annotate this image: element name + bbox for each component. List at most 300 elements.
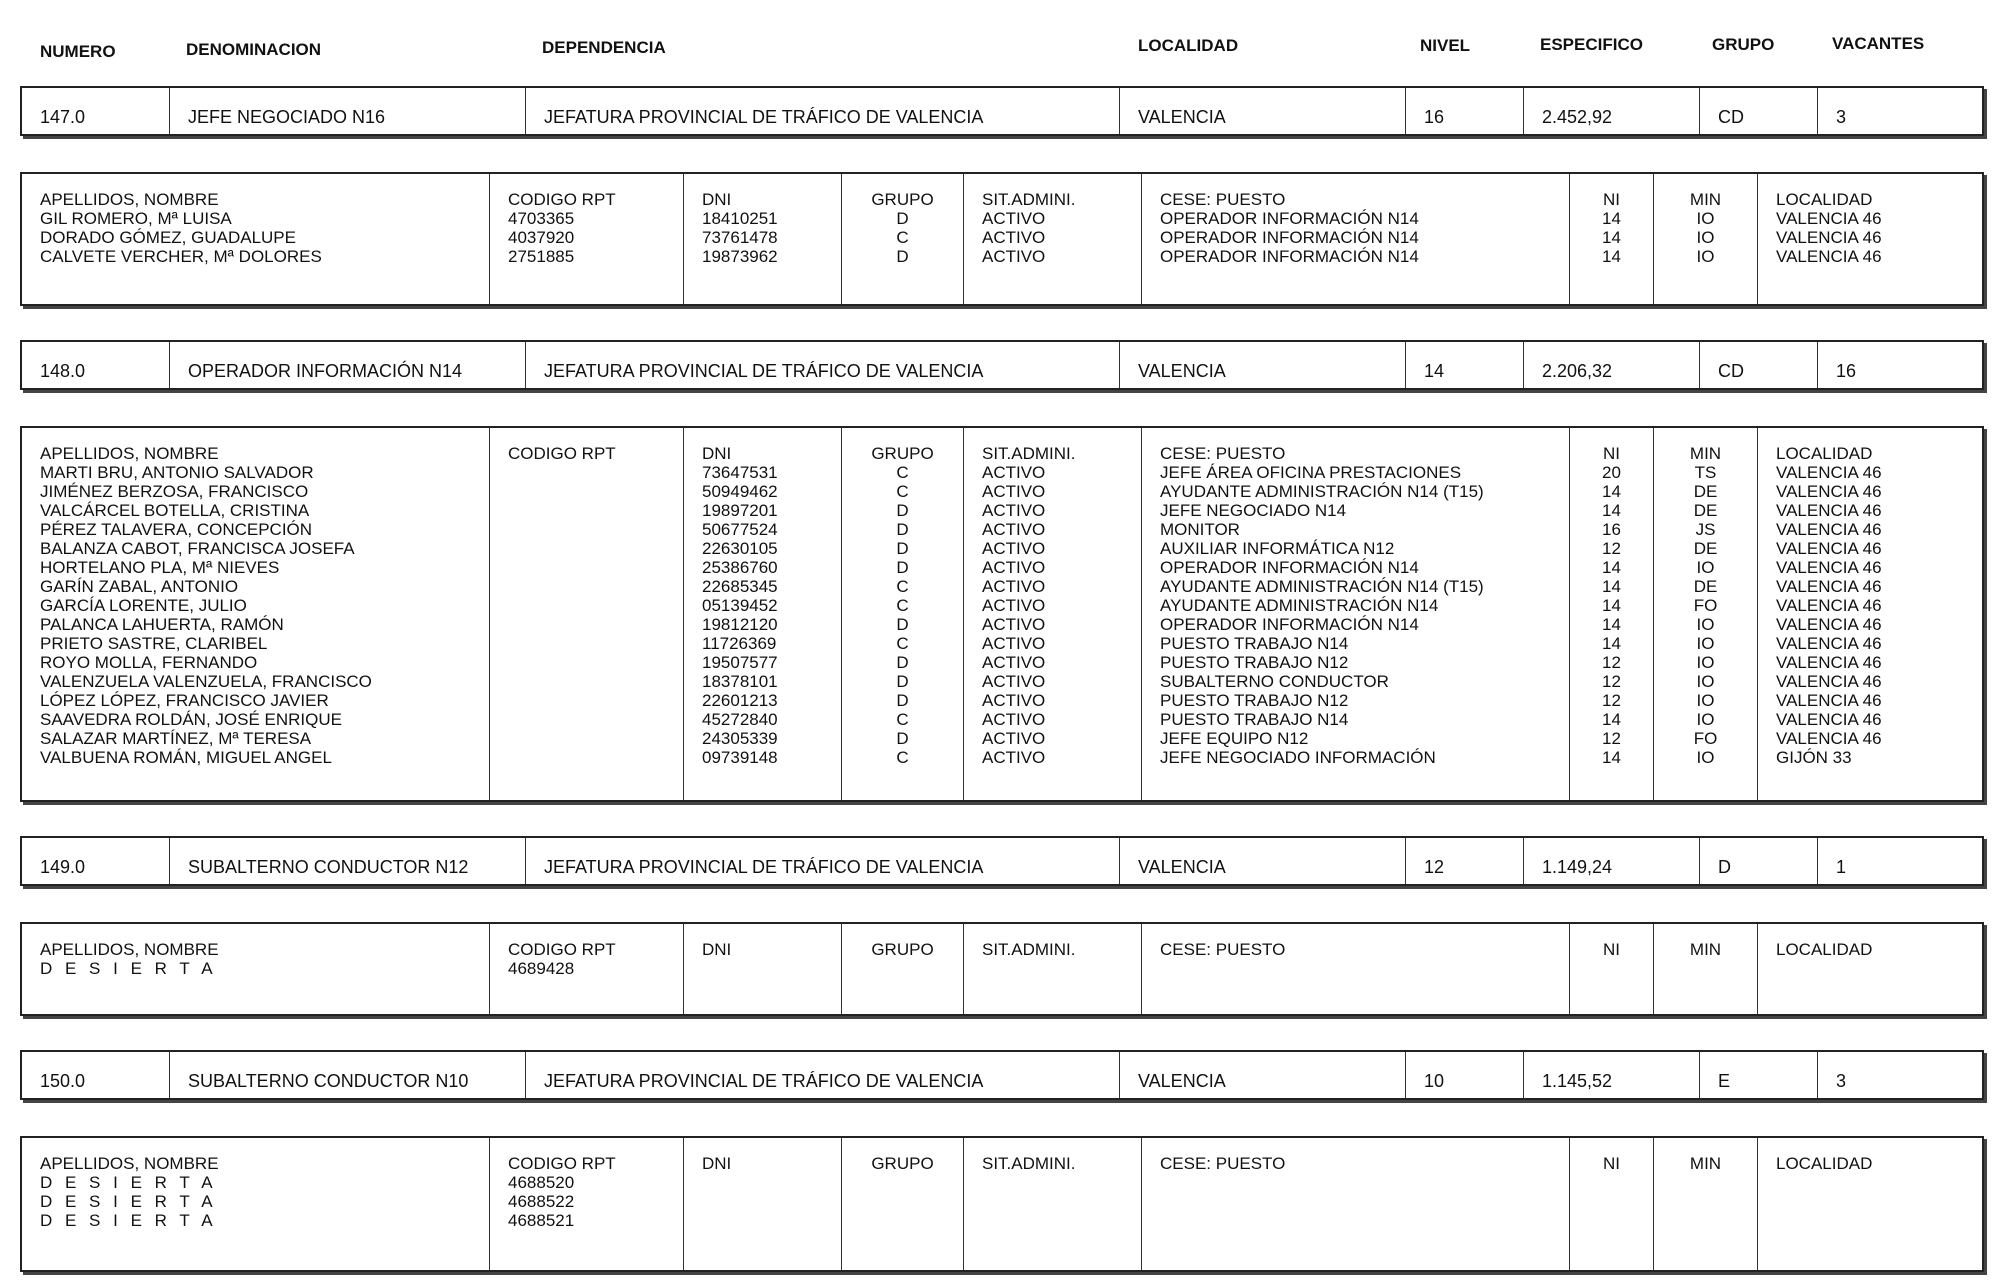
candidate-sit: ACTIVO (982, 482, 1046, 501)
candidate-dni: 22601213 (702, 691, 778, 710)
candidate-sit (982, 1173, 1135, 1192)
candidate-min: FO (1693, 596, 1718, 615)
candidates-table (20, 426, 1984, 802)
candidate-codigo (508, 615, 677, 634)
candidate-codigo (508, 558, 677, 577)
candidate-sit: ACTIVO (982, 577, 1046, 596)
candidates-header-dni: DNI (702, 444, 732, 463)
position-grupo: CD (1700, 88, 1818, 134)
position-grupo: D (1700, 838, 1818, 884)
candidates-column-cese (1142, 174, 1570, 304)
candidates-column-grupo (842, 428, 964, 800)
candidate-codigo: 4689428 (508, 959, 575, 978)
position-especifico: 1.149,24 (1524, 838, 1700, 884)
candidate-dni: 50949462 (702, 482, 778, 501)
candidate-nombre: PALANCA LAHUERTA, RAMÓN (40, 615, 284, 634)
candidate-min: DE (1693, 501, 1718, 520)
candidate-localidad: VALENCIA 46 (1776, 539, 1882, 558)
candidate-ni: 14 (1602, 209, 1621, 228)
candidate-localidad: VALENCIA 46 (1776, 672, 1882, 691)
candidate-ni: 14 (1602, 634, 1621, 653)
candidate-ni: 14 (1602, 501, 1621, 520)
candidate-codigo (508, 691, 677, 710)
candidate-sit (982, 1211, 1135, 1230)
candidate-dni: 19507577 (702, 653, 778, 672)
candidate-grupo: D (896, 520, 909, 539)
position-especifico: 2.452,92 (1524, 88, 1700, 134)
candidate-ni: 14 (1602, 482, 1621, 501)
candidates-header-sit: SIT.ADMINI. (982, 444, 1076, 463)
candidates-header-dni: DNI (702, 940, 732, 959)
candidate-grupo: C (896, 463, 909, 482)
candidate-min (1660, 959, 1751, 978)
header-grupo: GRUPO (1712, 35, 1775, 54)
candidates-column-min (1654, 428, 1758, 800)
candidate-grupo: D (896, 653, 909, 672)
candidate-localidad (1776, 959, 1976, 978)
candidates-header-cese: CESE: PUESTO (1160, 940, 1286, 959)
candidate-cese (1160, 1211, 1563, 1230)
candidate-codigo (508, 748, 677, 767)
candidates-column-codigo (490, 924, 684, 1014)
candidate-grupo: D (896, 558, 909, 577)
candidate-nombre: GARÍN ZABAL, ANTONIO (40, 577, 239, 596)
candidate-ni: 16 (1602, 520, 1621, 539)
candidate-sit: ACTIVO (982, 634, 1046, 653)
candidate-cese: JEFE NEGOCIADO INFORMACIÓN (1160, 748, 1436, 767)
candidate-localidad: VALENCIA 46 (1776, 691, 1882, 710)
candidate-dni: 05139452 (702, 596, 778, 615)
candidate-min (1660, 1173, 1751, 1192)
candidate-grupo: C (896, 748, 909, 767)
candidate-cese (1160, 959, 1563, 978)
candidate-min: IO (1696, 748, 1715, 767)
candidate-codigo: 4037920 (508, 228, 575, 247)
position-denominacion: SUBALTERNO CONDUCTOR N12 (170, 838, 526, 884)
candidate-min (1660, 1192, 1751, 1211)
candidates-header-localidad: LOCALIDAD (1776, 190, 1873, 209)
candidates-column-min (1654, 924, 1758, 1014)
candidates-header-localidad: LOCALIDAD (1776, 940, 1873, 959)
position-numero: 148.0 (22, 342, 170, 388)
candidate-localidad (1776, 1211, 1976, 1230)
candidates-header-sit: SIT.ADMINI. (982, 940, 1076, 959)
candidate-codigo (508, 539, 677, 558)
candidate-nombre: HORTELANO PLA, Mª NIEVES (40, 558, 280, 577)
candidate-localidad: GIJÓN 33 (1776, 748, 1852, 767)
candidate-nombre: VALCÁRCEL BOTELLA, CRISTINA (40, 501, 310, 520)
position-denominacion: OPERADOR INFORMACIÓN N14 (170, 342, 526, 388)
position-nivel: 12 (1406, 838, 1524, 884)
candidate-codigo (508, 463, 677, 482)
candidates-header-sit: SIT.ADMINI. (982, 1154, 1076, 1173)
position-nivel: 16 (1406, 88, 1524, 134)
candidate-dni (702, 1173, 835, 1192)
header-numero: NUMERO (40, 42, 116, 61)
position-dependencia: JEFATURA PROVINCIAL DE TRÁFICO DE VALENCIA (526, 88, 1120, 134)
position-denominacion: JEFE NEGOCIADO N16 (170, 88, 526, 134)
candidates-column-sit (964, 924, 1142, 1014)
candidates-column-dni (684, 1138, 842, 1270)
candidate-localidad (1776, 1173, 1976, 1192)
candidate-sit: ACTIVO (982, 228, 1046, 247)
candidate-ni (1576, 1192, 1647, 1211)
candidate-sit: ACTIVO (982, 729, 1046, 748)
candidate-cese: OPERADOR INFORMACIÓN N14 (1160, 558, 1419, 577)
candidate-min: FO (1693, 729, 1718, 748)
position-dependencia: JEFATURA PROVINCIAL DE TRÁFICO DE VALENCIA (526, 1052, 1120, 1098)
candidate-cese: JEFE NEGOCIADO N14 (1160, 501, 1347, 520)
candidate-localidad: VALENCIA 46 (1776, 228, 1882, 247)
candidate-min: JS (1695, 520, 1716, 539)
candidate-nombre: ROYO MOLLA, FERNANDO (40, 653, 258, 672)
position-row (20, 1050, 1984, 1100)
candidate-sit: ACTIVO (982, 558, 1046, 577)
candidate-ni: 14 (1602, 710, 1621, 729)
candidate-dni (702, 1192, 835, 1211)
candidate-sit: ACTIVO (982, 539, 1046, 558)
candidate-nombre: PRIETO SASTRE, CLARIBEL (40, 634, 268, 653)
candidate-localidad (1776, 1192, 1976, 1211)
candidates-header-grupo: GRUPO (871, 1154, 934, 1173)
position-grupo: E (1700, 1052, 1818, 1098)
position-numero: 147.0 (22, 88, 170, 134)
candidate-localidad: VALENCIA 46 (1776, 209, 1882, 228)
candidate-cese: AYUDANTE ADMINISTRACIÓN N14 (1160, 596, 1439, 615)
candidate-grupo (848, 1211, 957, 1230)
candidates-header-apellidos: APELLIDOS, NOMBRE (40, 940, 219, 959)
candidate-cese: JEFE ÁREA OFICINA PRESTACIONES (1160, 463, 1462, 482)
candidate-sit: ACTIVO (982, 615, 1046, 634)
candidate-dni: 22685345 (702, 577, 778, 596)
candidate-grupo: C (896, 228, 909, 247)
candidate-cese: JEFE EQUIPO N12 (1160, 729, 1309, 748)
candidates-column-cese (1142, 428, 1570, 800)
candidate-codigo (508, 672, 677, 691)
candidate-codigo: 2751885 (508, 247, 575, 266)
candidate-cese: PUESTO TRABAJO N12 (1160, 653, 1349, 672)
candidate-grupo: D (896, 247, 909, 266)
candidate-dni: 73647531 (702, 463, 778, 482)
position-localidad: VALENCIA (1120, 838, 1406, 884)
candidate-dni: 24305339 (702, 729, 778, 748)
candidate-localidad: VALENCIA 46 (1776, 520, 1882, 539)
candidate-sit: ACTIVO (982, 691, 1046, 710)
candidates-header-dni: DNI (702, 1154, 732, 1173)
candidate-codigo (508, 596, 677, 615)
candidates-table (20, 922, 1984, 1016)
candidate-ni: 12 (1602, 729, 1621, 748)
candidate-cese: OPERADOR INFORMACIÓN N14 (1160, 615, 1419, 634)
position-dependencia: JEFATURA PROVINCIAL DE TRÁFICO DE VALENCIA (526, 838, 1120, 884)
candidate-grupo: D (896, 501, 909, 520)
header-especifico: ESPECIFICO (1540, 35, 1643, 54)
candidates-column-dni (684, 174, 842, 304)
candidates-header-grupo: GRUPO (871, 190, 934, 209)
position-row (20, 340, 1984, 390)
candidate-ni: 12 (1602, 539, 1621, 558)
header-dependencia: DEPENDENCIA (542, 38, 666, 57)
candidates-column-nombre (22, 428, 490, 800)
candidates-header-sit: SIT.ADMINI. (982, 190, 1076, 209)
candidate-codigo (508, 653, 677, 672)
position-vacantes: 1 (1836, 857, 1847, 877)
candidate-cese: OPERADOR INFORMACIÓN N14 (1160, 247, 1419, 266)
candidates-column-sit (964, 174, 1142, 304)
candidate-grupo (848, 959, 957, 978)
candidate-ni: 14 (1602, 596, 1621, 615)
candidates-header-ni: NI (1603, 190, 1620, 209)
candidate-min: IO (1696, 710, 1715, 729)
candidate-sit: ACTIVO (982, 209, 1046, 228)
candidate-min: TS (1694, 463, 1717, 482)
candidate-sit: ACTIVO (982, 247, 1046, 266)
candidate-grupo: D (896, 691, 909, 710)
candidate-grupo: C (896, 596, 909, 615)
position-dependencia: JEFATURA PROVINCIAL DE TRÁFICO DE VALENCIA (526, 342, 1120, 388)
candidate-cese: OPERADOR INFORMACIÓN N14 (1160, 209, 1419, 228)
candidate-sit: ACTIVO (982, 596, 1046, 615)
candidate-localidad: VALENCIA 46 (1776, 482, 1882, 501)
candidates-column-cese (1142, 924, 1570, 1014)
candidate-min: IO (1696, 634, 1715, 653)
candidate-localidad: VALENCIA 46 (1776, 558, 1882, 577)
position-especifico: 1.145,52 (1524, 1052, 1700, 1098)
candidates-header-ni: NI (1603, 1154, 1620, 1173)
candidate-ni: 14 (1602, 615, 1621, 634)
candidate-localidad: VALENCIA 46 (1776, 634, 1882, 653)
candidates-column-localidad (1758, 924, 1982, 1014)
candidate-min: IO (1696, 209, 1715, 228)
candidate-ni (1576, 1211, 1647, 1230)
candidate-cese (1160, 1192, 1563, 1211)
candidate-min: IO (1696, 653, 1715, 672)
candidate-localidad: VALENCIA 46 (1776, 501, 1882, 520)
candidate-cese: AUXILIAR INFORMÁTICA N12 (1160, 539, 1395, 558)
candidate-nombre: MARTI BRU, ANTONIO SALVADOR (40, 463, 314, 482)
header-denominacion: DENOMINACION (186, 40, 322, 59)
candidate-min: IO (1696, 247, 1715, 266)
candidates-column-ni (1570, 428, 1654, 800)
candidates-column-localidad (1758, 428, 1982, 800)
candidate-nombre: BALANZA CABOT, FRANCISCA JOSEFA (40, 539, 355, 558)
candidate-localidad: VALENCIA 46 (1776, 247, 1882, 266)
candidates-header-min: MIN (1689, 190, 1722, 209)
candidate-ni: 20 (1602, 463, 1621, 482)
candidate-min: DE (1693, 482, 1718, 501)
header-vacantes: VACANTES (1832, 34, 1925, 53)
candidate-nombre: D E S I E R T A (40, 1192, 217, 1211)
candidate-ni (1576, 959, 1647, 978)
candidate-cese: AYUDANTE ADMINISTRACIÓN N14 (T15) (1160, 577, 1484, 596)
position-localidad: VALENCIA (1120, 1052, 1406, 1098)
candidates-column-codigo (490, 428, 684, 800)
position-vacantes: 3 (1836, 1071, 1847, 1091)
candidates-column-grupo (842, 174, 964, 304)
candidates-column-localidad (1758, 174, 1982, 304)
candidates-header-min: MIN (1689, 1154, 1722, 1173)
candidates-header-codigo: CODIGO RPT (508, 1154, 616, 1173)
candidate-sit: ACTIVO (982, 501, 1046, 520)
candidate-nombre: D E S I E R T A (40, 1211, 217, 1230)
candidates-column-min (1654, 174, 1758, 304)
candidates-table (20, 1136, 1984, 1272)
candidate-grupo: D (896, 539, 909, 558)
candidates-header-ni: NI (1603, 940, 1620, 959)
candidate-ni: 14 (1602, 247, 1621, 266)
candidate-nombre: PÉREZ TALAVERA, CONCEPCIÓN (40, 520, 313, 539)
candidates-header-localidad: LOCALIDAD (1776, 1154, 1873, 1173)
candidate-cese: PUESTO TRABAJO N14 (1160, 710, 1349, 729)
candidate-cese: SUBALTERNO CONDUCTOR (1160, 672, 1389, 691)
position-numero: 149.0 (22, 838, 170, 884)
position-numero: 150.0 (22, 1052, 170, 1098)
candidate-min: IO (1696, 615, 1715, 634)
candidate-dni (702, 959, 835, 978)
candidate-min: IO (1696, 672, 1715, 691)
candidate-localidad: VALENCIA 46 (1776, 463, 1882, 482)
candidate-ni: 14 (1602, 748, 1621, 767)
candidate-sit: ACTIVO (982, 672, 1046, 691)
candidates-header-min: MIN (1689, 444, 1722, 463)
candidate-grupo: C (896, 482, 909, 501)
candidates-column-nombre (22, 174, 490, 304)
candidates-column-codigo (490, 174, 684, 304)
candidates-table (20, 172, 1984, 306)
candidate-sit (982, 959, 1135, 978)
candidates-column-grupo (842, 1138, 964, 1270)
candidate-nombre: VALENZUELA VALENZUELA, FRANCISCO (40, 672, 372, 691)
candidate-nombre: LÓPEZ LÓPEZ, FRANCISCO JAVIER (40, 691, 329, 710)
candidate-cese: MONITOR (1160, 520, 1240, 539)
candidate-dni: 19897201 (702, 501, 778, 520)
position-vacantes: 16 (1836, 361, 1857, 381)
candidate-dni: 22630105 (702, 539, 778, 558)
candidates-column-sit (964, 428, 1142, 800)
candidate-grupo: C (896, 710, 909, 729)
candidate-sit: ACTIVO (982, 748, 1046, 767)
candidate-ni (1576, 1173, 1647, 1192)
candidate-nombre: GARCÍA LORENTE, JULIO (40, 596, 247, 615)
candidate-dni: 18378101 (702, 672, 778, 691)
candidate-localidad: VALENCIA 46 (1776, 710, 1882, 729)
candidate-grupo: D (896, 729, 909, 748)
candidate-codigo (508, 520, 677, 539)
candidates-header-cese: CESE: PUESTO (1160, 444, 1286, 463)
candidates-header-cese: CESE: PUESTO (1160, 190, 1286, 209)
candidate-min: IO (1696, 228, 1715, 247)
candidate-nombre: D E S I E R T A (40, 1173, 217, 1192)
candidates-column-nombre (22, 1138, 490, 1270)
candidate-grupo: D (896, 209, 909, 228)
candidate-dni: 09739148 (702, 748, 778, 767)
candidate-cese: PUESTO TRABAJO N12 (1160, 691, 1349, 710)
candidate-cese: OPERADOR INFORMACIÓN N14 (1160, 228, 1419, 247)
candidates-header-min: MIN (1689, 940, 1722, 959)
position-denominacion: SUBALTERNO CONDUCTOR N10 (170, 1052, 526, 1098)
candidate-nombre: SALAZAR MARTÍNEZ, Mª TERESA (40, 729, 312, 748)
position-localidad: VALENCIA (1120, 88, 1406, 134)
candidates-header-grupo: GRUPO (871, 940, 934, 959)
candidate-grupo (848, 1192, 957, 1211)
candidates-header-apellidos: APELLIDOS, NOMBRE (40, 444, 219, 463)
position-nivel: 10 (1406, 1052, 1524, 1098)
candidate-sit (982, 1192, 1135, 1211)
candidate-dni: 25386760 (702, 558, 778, 577)
candidate-dni: 19873962 (702, 247, 778, 266)
candidate-ni: 14 (1602, 558, 1621, 577)
candidates-column-nombre (22, 924, 490, 1014)
candidate-dni: 45272840 (702, 710, 778, 729)
candidate-codigo (508, 482, 677, 501)
candidate-ni: 14 (1602, 577, 1621, 596)
candidate-nombre: GIL ROMERO, Mª LUISA (40, 209, 232, 228)
candidates-column-cese (1142, 1138, 1570, 1270)
candidates-column-codigo (490, 1138, 684, 1270)
candidate-localidad: VALENCIA 46 (1776, 729, 1882, 748)
candidates-header-dni: DNI (702, 190, 732, 209)
candidate-cese: PUESTO TRABAJO N14 (1160, 634, 1349, 653)
candidate-dni: 18410251 (702, 209, 778, 228)
candidate-ni: 14 (1602, 228, 1621, 247)
candidate-cese (1160, 1173, 1563, 1192)
candidates-header-codigo: CODIGO RPT (508, 190, 616, 209)
candidates-column-dni (684, 428, 842, 800)
candidate-localidad: VALENCIA 46 (1776, 596, 1882, 615)
candidate-nombre: JIMÉNEZ BERZOSA, FRANCISCO (40, 482, 309, 501)
candidate-codigo (508, 501, 677, 520)
candidate-cese: AYUDANTE ADMINISTRACIÓN N14 (T15) (1160, 482, 1484, 501)
candidates-column-ni (1570, 1138, 1654, 1270)
candidate-dni: 50677524 (702, 520, 778, 539)
position-row (20, 836, 1984, 886)
candidate-grupo (848, 1173, 957, 1192)
candidate-min: DE (1693, 577, 1718, 596)
candidate-nombre: CALVETE VERCHER, Mª DOLORES (40, 247, 322, 266)
position-localidad: VALENCIA (1120, 342, 1406, 388)
candidate-grupo: C (896, 634, 909, 653)
header-nivel: NIVEL (1420, 36, 1471, 55)
candidate-nombre: VALBUENA ROMÁN, MIGUEL ANGEL (40, 748, 332, 767)
candidate-dni (702, 1211, 835, 1230)
candidates-column-grupo (842, 924, 964, 1014)
candidates-header-cese: CESE: PUESTO (1160, 1154, 1286, 1173)
candidate-min (1660, 1211, 1751, 1230)
candidate-sit: ACTIVO (982, 653, 1046, 672)
candidate-localidad: VALENCIA 46 (1776, 577, 1882, 596)
candidate-grupo: C (896, 577, 909, 596)
candidates-column-min (1654, 1138, 1758, 1270)
candidates-column-ni (1570, 174, 1654, 304)
candidate-dni: 73761478 (702, 228, 778, 247)
candidate-localidad: VALENCIA 46 (1776, 653, 1882, 672)
position-especifico: 2.206,32 (1524, 342, 1700, 388)
candidate-dni: 11726369 (702, 634, 777, 653)
candidate-min: IO (1696, 558, 1715, 577)
position-nivel: 14 (1406, 342, 1524, 388)
candidates-header-grupo: GRUPO (871, 444, 934, 463)
candidate-codigo (508, 577, 677, 596)
candidate-sit: ACTIVO (982, 463, 1046, 482)
candidates-header-localidad: LOCALIDAD (1776, 444, 1873, 463)
candidate-nombre: D E S I E R T A (40, 959, 217, 978)
candidates-header-apellidos: APELLIDOS, NOMBRE (40, 1154, 219, 1173)
candidate-codigo: 4703365 (508, 209, 575, 228)
candidates-header-codigo: CODIGO RPT (508, 940, 616, 959)
position-vacantes: 3 (1836, 107, 1847, 127)
candidate-ni: 12 (1602, 691, 1621, 710)
candidates-column-ni (1570, 924, 1654, 1014)
